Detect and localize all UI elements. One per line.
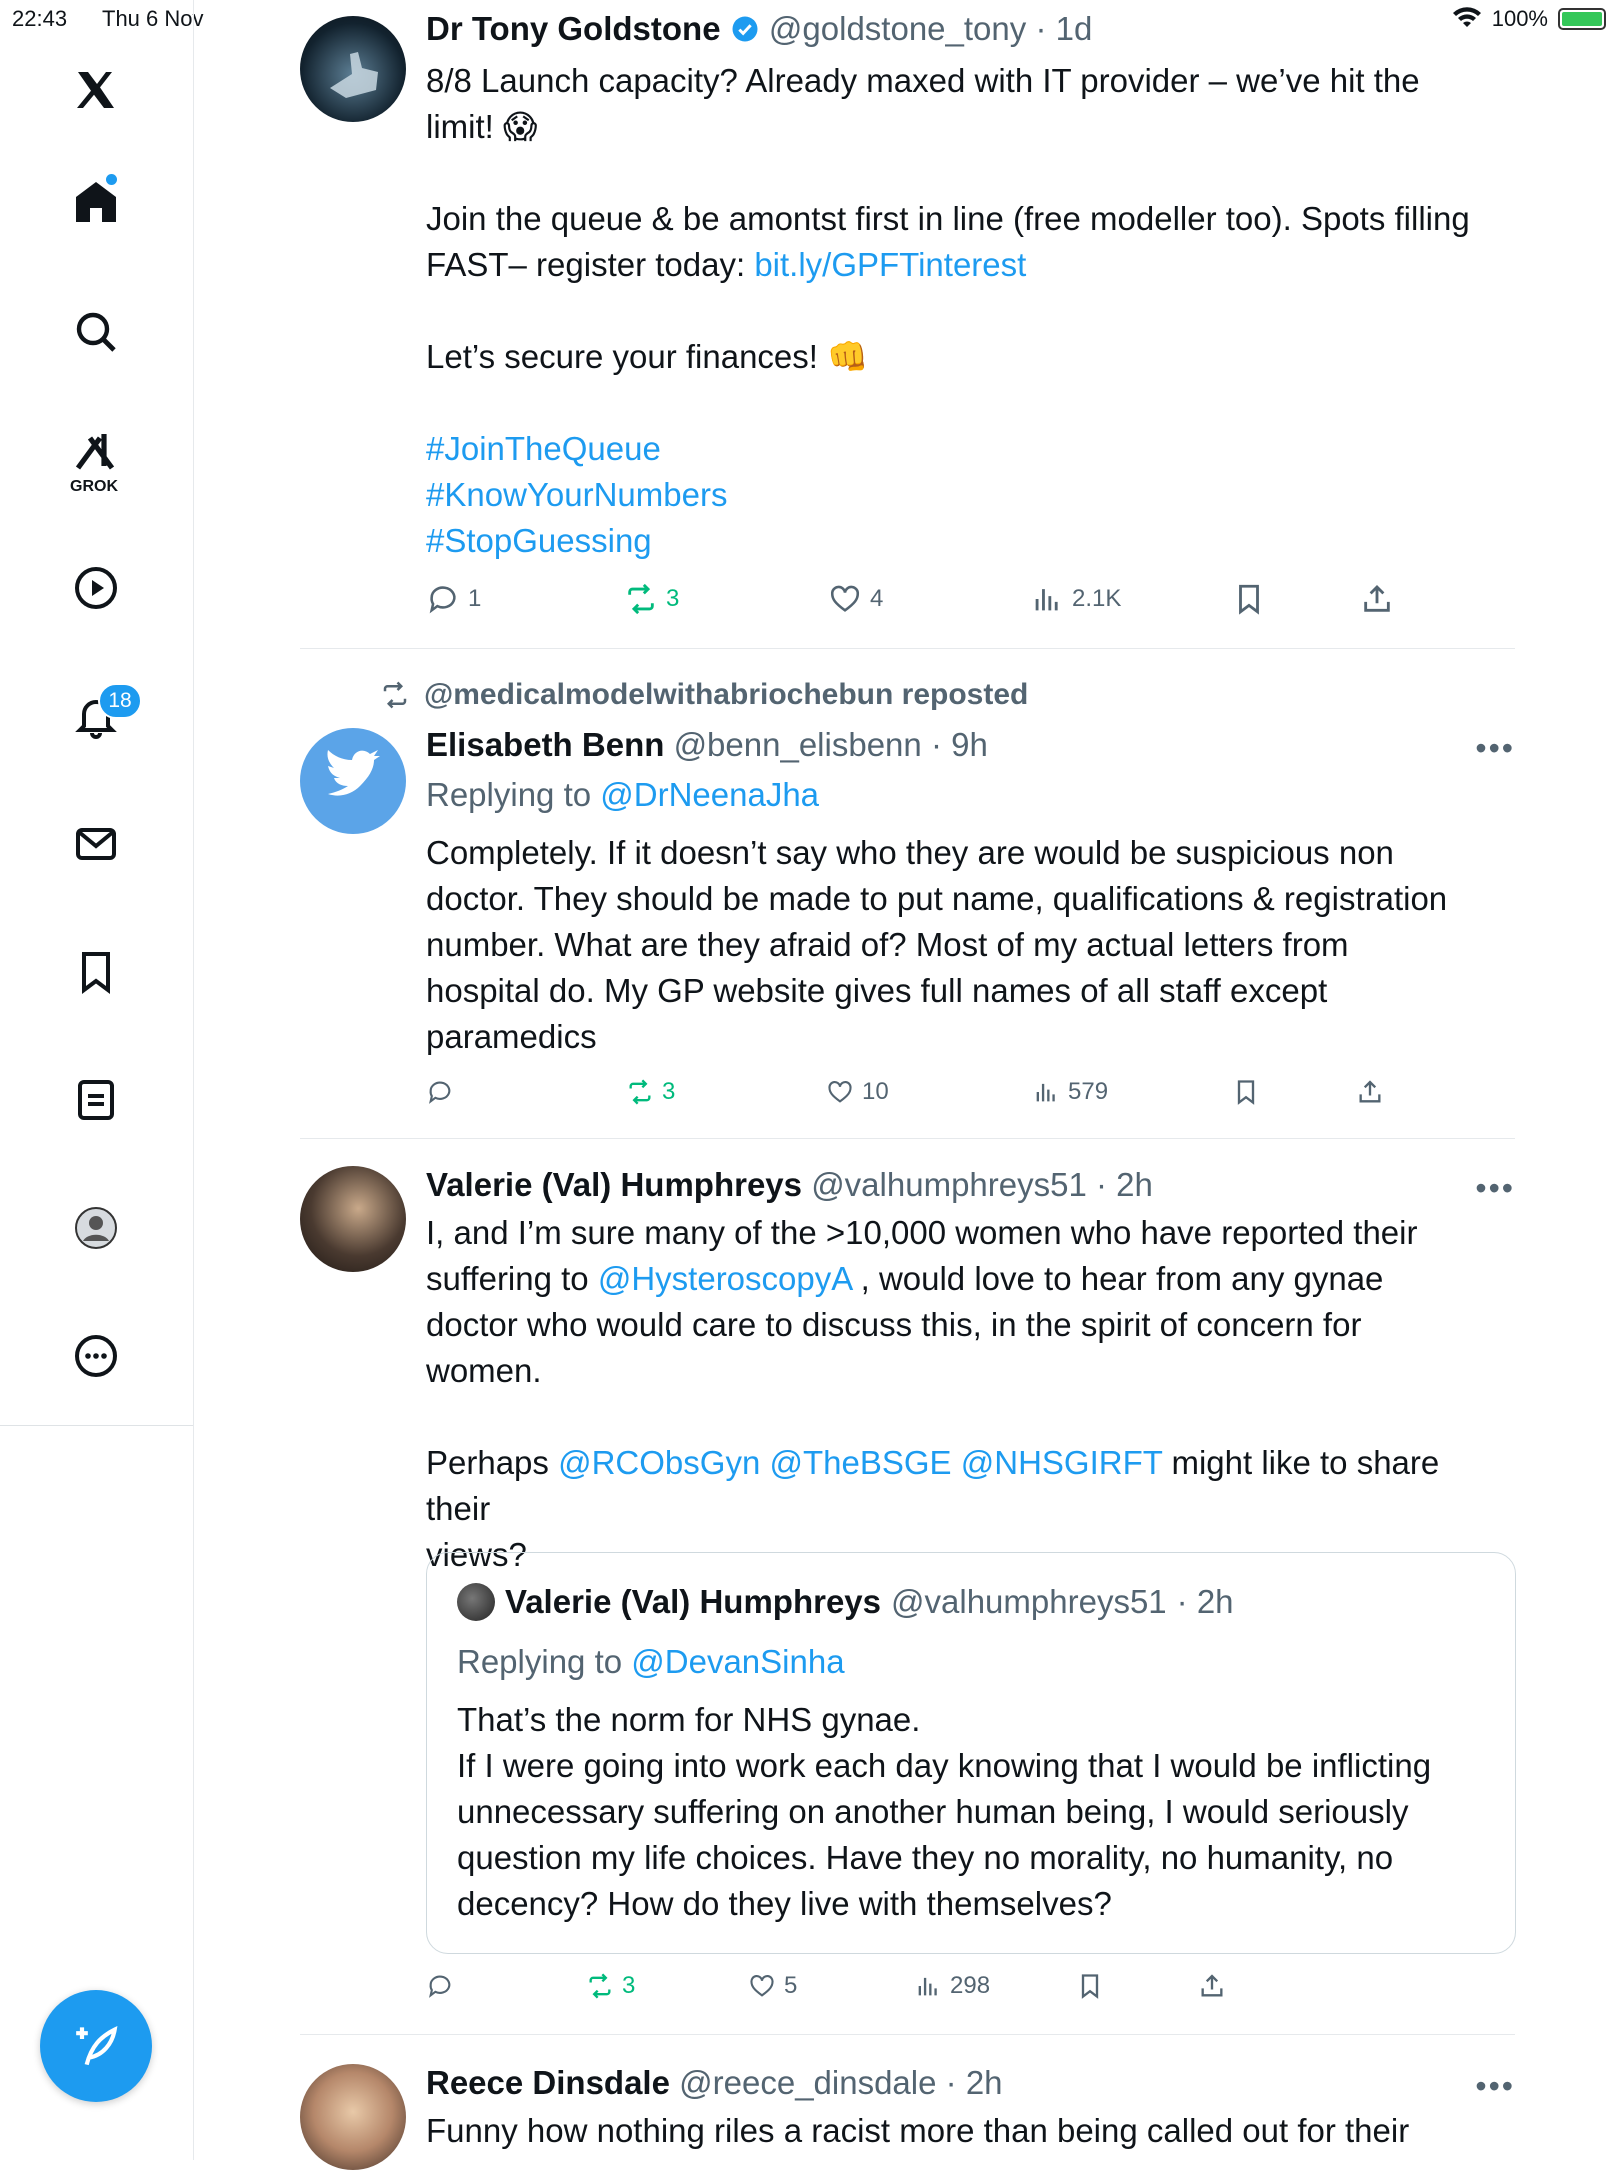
views-icon xyxy=(1030,582,1064,616)
home-unread-dot xyxy=(106,174,117,185)
bookmark-button[interactable] xyxy=(1076,1972,1104,2000)
avatar[interactable] xyxy=(300,1166,406,1272)
video-icon[interactable] xyxy=(56,548,136,628)
post-header xyxy=(426,2064,1003,2102)
share-button[interactable] xyxy=(1360,582,1394,616)
post-time: · 1d xyxy=(1035,10,1093,47)
status-date: Thu 6 Nov xyxy=(102,6,204,31)
text-line: hospital do. My GP website gives full names of all staff except xyxy=(426,972,1328,1009)
text-line: unnecessary suffering on another human being, I would seriously xyxy=(457,1793,1409,1830)
notifications-badge: 18 xyxy=(98,683,142,719)
like-count: 5 xyxy=(784,1972,798,1999)
replying-to xyxy=(426,772,1506,818)
more-options-icon[interactable]: ••• xyxy=(1475,730,1515,766)
text-line: number. What are they afraid of? Most of my actual letters from xyxy=(426,926,1349,963)
author-name[interactable]: Valerie (Val) Humphreys xyxy=(426,1166,803,1203)
mention-link[interactable]: @RCObsGyn xyxy=(558,1444,761,1481)
quote-author-handle: @valhumphreys51 xyxy=(891,1583,1167,1620)
quote-avatar xyxy=(457,1583,495,1621)
text-line: doctor. They should be made to put name, qualifications & registration xyxy=(426,880,1448,917)
x-logo-icon[interactable] xyxy=(56,50,136,130)
more-options-icon[interactable]: ••• xyxy=(1475,2068,1515,2104)
battery-icon xyxy=(1558,8,1606,30)
view-count: 2.1K xyxy=(1072,585,1122,612)
mention-link[interactable]: @DrNeenaJha xyxy=(600,776,820,813)
text-line: That’s the norm for NHS gynae. xyxy=(457,1701,921,1738)
heart-icon xyxy=(826,1078,854,1106)
post-body xyxy=(426,58,1506,564)
text-line: Join the queue & be amontst first in line (free modeller too). Spots filling xyxy=(426,200,1470,237)
messages-icon[interactable] xyxy=(56,804,136,884)
home-icon[interactable] xyxy=(56,162,136,242)
text-line: decency? How do they live with themselves? xyxy=(457,1885,1112,1922)
twitter-bird-icon xyxy=(300,728,406,834)
text-line: Completely. If it doesn’t say who they are would be suspicious non xyxy=(426,834,1394,871)
quote-author-name: Valerie (Val) Humphreys xyxy=(505,1583,882,1620)
text-segment: Perhaps xyxy=(426,1444,559,1481)
hashtag-link[interactable]: #JoinTheQueue xyxy=(426,430,661,467)
lists-icon[interactable] xyxy=(56,1060,136,1140)
text-line: If I were going into work each day knowing that I would be inflicting xyxy=(457,1747,1432,1784)
bookmark-button[interactable] xyxy=(1232,1078,1260,1106)
repost-count: 3 xyxy=(666,585,680,612)
author-handle[interactable]: @reece_dinsdale xyxy=(679,2064,937,2101)
text-line: limit! 😱 xyxy=(426,108,538,145)
post-header xyxy=(426,1166,1153,1204)
avatar[interactable] xyxy=(300,16,406,122)
avatar[interactable] xyxy=(300,2064,406,2170)
repost-button[interactable] xyxy=(626,1078,675,1106)
text-line: question my life choices. Have they no morality, no humanity, no xyxy=(457,1839,1394,1876)
view-count: 579 xyxy=(1068,1078,1109,1105)
text-line: views? xyxy=(426,1536,527,1573)
repost-icon xyxy=(624,582,658,616)
bookmark-icon xyxy=(1076,1972,1104,2000)
post-body xyxy=(426,1210,1506,1578)
mention-link[interactable]: @DevanSinha xyxy=(631,1643,845,1680)
share-icon xyxy=(1360,582,1394,616)
share-icon xyxy=(1356,1078,1384,1106)
repost-label xyxy=(380,678,1028,712)
sidebar xyxy=(0,0,194,2160)
bookmark-icon xyxy=(1232,1078,1260,1106)
post-divider xyxy=(300,1138,1515,1139)
bookmark-icon xyxy=(1232,582,1266,616)
share-button[interactable] xyxy=(1198,1972,1226,2000)
compose-icon xyxy=(68,2018,124,2074)
post-time: · 9h xyxy=(930,726,988,763)
views-button[interactable] xyxy=(914,1972,990,2000)
post-divider xyxy=(300,2034,1515,2035)
mention-link[interactable]: @TheBSGE xyxy=(769,1444,952,1481)
status-right xyxy=(1452,6,1606,32)
text-line: paramedics xyxy=(426,1018,597,1055)
quote-replying-to xyxy=(457,1639,845,1685)
sidebar-divider xyxy=(0,1425,193,1426)
text-line xyxy=(426,242,1506,288)
reply-button[interactable] xyxy=(426,582,481,616)
compose-button[interactable] xyxy=(40,1990,152,2102)
heart-icon xyxy=(828,582,862,616)
mention-link[interactable]: @NHSGIRFT xyxy=(960,1444,1163,1481)
repost-button[interactable] xyxy=(586,1972,635,2000)
text-segment: might like to share their xyxy=(426,1444,1440,1527)
heart-icon xyxy=(748,1972,776,2000)
reply-icon xyxy=(426,1972,454,2000)
author-name[interactable]: Reece Dinsdale xyxy=(426,2064,670,2101)
text-segment: FAST– register today: xyxy=(426,246,755,283)
post-actions xyxy=(426,1078,1426,1118)
share-icon xyxy=(1198,1972,1226,2000)
quote-header xyxy=(457,1583,1234,1621)
post-time: · 2h xyxy=(945,2064,1003,2101)
post-link[interactable]: bit.ly/GPFTinterest xyxy=(754,246,1027,283)
post-header xyxy=(426,10,1092,48)
profile-icon[interactable] xyxy=(56,1188,136,1268)
reply-button[interactable] xyxy=(426,1078,462,1106)
battery-percent: 100% xyxy=(1491,6,1548,31)
avatar[interactable] xyxy=(300,728,406,834)
reply-icon xyxy=(426,1078,454,1106)
repost-count: 3 xyxy=(662,1078,676,1105)
reply-button[interactable] xyxy=(426,1972,462,2000)
quote-time: · 2h xyxy=(1176,1583,1234,1620)
post-actions xyxy=(426,582,1426,622)
reply-count: 1 xyxy=(468,585,482,612)
bookmarks-icon[interactable] xyxy=(56,932,136,1012)
author-name[interactable]: Dr Tony Goldstone xyxy=(426,10,721,47)
text-line xyxy=(426,1440,1506,1532)
repost-icon xyxy=(380,680,410,710)
reply-icon xyxy=(426,582,460,616)
post-divider xyxy=(300,648,1515,649)
more-options-icon[interactable]: ••• xyxy=(1475,1170,1515,1206)
author-handle[interactable]: @benn_elisbenn xyxy=(673,726,922,763)
post-body xyxy=(426,830,1506,1060)
text-line: women. xyxy=(426,1352,542,1389)
text-line: doctor who would care to discuss this, in the spirit of concern for xyxy=(426,1306,1362,1343)
like-count: 4 xyxy=(870,585,884,612)
views-icon xyxy=(1032,1078,1060,1106)
share-button[interactable] xyxy=(1356,1078,1384,1106)
replying-prefix: Replying to xyxy=(426,776,601,813)
view-count: 298 xyxy=(950,1972,991,1999)
mention-link[interactable]: @HysteroscopyA xyxy=(597,1260,852,1297)
views-button[interactable] xyxy=(1030,582,1121,616)
repost-count: 3 xyxy=(622,1972,636,1999)
hashtag-link[interactable]: #KnowYourNumbers xyxy=(426,476,728,513)
quote-body xyxy=(457,1697,1497,1927)
post-header xyxy=(426,726,988,764)
author-name[interactable]: Elisabeth Benn xyxy=(426,726,665,763)
author-handle[interactable]: @goldstone_tony xyxy=(768,10,1027,47)
post-actions xyxy=(426,1972,1426,2012)
text-line: Funny how nothing riles a racist more than being called out for their xyxy=(426,2112,1410,2149)
views-button[interactable] xyxy=(1032,1078,1108,1106)
like-button[interactable] xyxy=(748,1972,797,2000)
search-icon[interactable] xyxy=(56,292,136,372)
repost-button[interactable] xyxy=(624,582,679,616)
repost-icon xyxy=(586,1972,614,2000)
repost-icon xyxy=(626,1078,654,1106)
post-time: · 2h xyxy=(1096,1166,1153,1203)
views-icon xyxy=(914,1972,942,2000)
more-options-icon[interactable] xyxy=(56,1316,136,1396)
post-body xyxy=(426,2108,1506,2154)
text-segment: suffering to xyxy=(426,1260,598,1297)
bookmark-button[interactable] xyxy=(1232,582,1266,616)
grok-label: GROK xyxy=(70,478,118,495)
text-line: Let’s secure your finances! 👊 xyxy=(426,338,869,375)
text-line xyxy=(426,1256,1506,1302)
like-button[interactable] xyxy=(826,1078,889,1106)
verified-badge-icon xyxy=(730,14,760,44)
text-line: I, and I’m sure many of the >10,000 women who have reported their xyxy=(426,1214,1418,1251)
text-segment: , would love to hear from any gynae xyxy=(851,1260,1384,1297)
quoted-post[interactable] xyxy=(426,1552,1516,1954)
text-line: 8/8 Launch capacity? Already maxed with IT provider – we’ve hit the xyxy=(426,62,1420,99)
like-count: 10 xyxy=(862,1078,889,1105)
replying-prefix: Replying to xyxy=(457,1643,632,1680)
author-handle[interactable]: @valhumphreys51 xyxy=(811,1166,1087,1203)
repost-label-text[interactable]: @medicalmodelwithabriochebun reposted xyxy=(424,678,1029,711)
wifi-icon xyxy=(1452,7,1482,31)
status-time: 22:43 xyxy=(12,6,68,31)
hashtag-link[interactable]: #StopGuessing xyxy=(426,522,652,559)
like-button[interactable] xyxy=(828,582,883,616)
